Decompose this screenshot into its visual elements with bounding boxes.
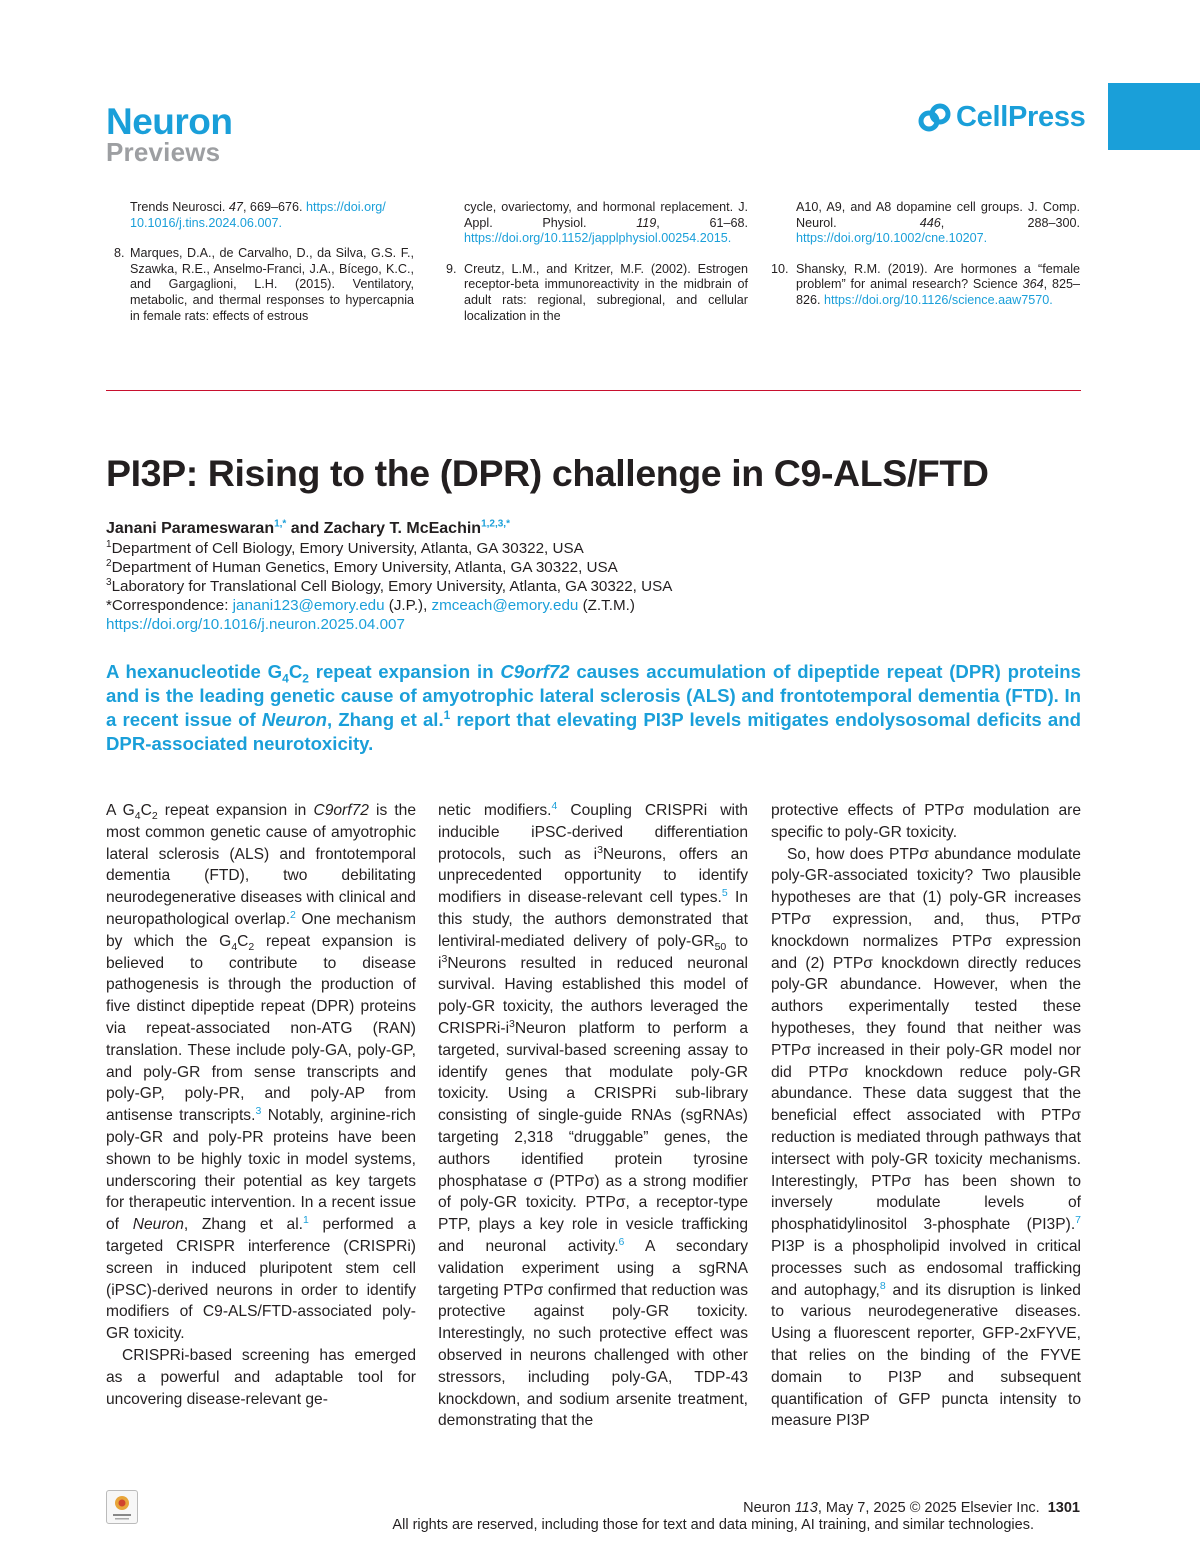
reference-doi-link[interactable]: https://doi.org/10.1152/japplphysiol.00254.2015. bbox=[464, 231, 732, 246]
check-updates-icon bbox=[107, 1491, 137, 1523]
body-paragraph: So, how does PTPσ abundance modulate poly-GR-associated toxicity? Two plausible hypotheses are that (1) poly-GR increases PTPσ expression, and, thus, PTPσ knockdown normalizes PTPσ expression and (2) PTPσ knockdown directly reduces poly-GR abundance. However, when the authors experimentally tested these hypotheses, they found that neither was PTPσ increased in their poly-GR model nor did PTPσ knockdown reduce poly-GR abundance. These data suggest that the beneficial effect associated with PTPσ reduction is mediated through pathways that intersect with poly-GR toxicity mechanisms. Interestingly, PTPσ has been shown to inversely modulate levels of phosphatidylinositol 3-phosphate (PI3P).$^7$ PI3P is a phospholipid involved in critical processes such as endosomal trafficking and autophagy,$^8$ and its disruption is linked to various neurodegenerative diseases. Using a fluorescent reporter, GFP-2xFYVE, that relies on the binding of the FYVE domain to PI3P and subsequent quantification of GFP puncta intensity to measure PI3P bbox=[771, 845, 1081, 1430]
reference-item: A10, A9, and A8 dopamine cell groups. J. Comp. Neurol. 446, 288–300. https://doi.org/10.1002/cne.10207. bbox=[796, 200, 1080, 246]
article-doi-link[interactable]: https://doi.org/10.1016/j.neuron.2025.04.007 bbox=[106, 616, 405, 633]
affiliation-2: $^2$Department of Human Genetics, Emory University, Atlanta, GA 30322, USA bbox=[106, 557, 618, 576]
check-for-updates-badge[interactable] bbox=[106, 1490, 138, 1524]
cellpress-logo bbox=[918, 101, 1086, 134]
reference-item: Trends Neurosci. 47, 669–676. https://doi.org/ 10.1016/j.tins.2024.06.007. bbox=[130, 200, 386, 230]
citation-link[interactable]: 1 bbox=[303, 1213, 309, 1226]
citation-link[interactable]: 6 bbox=[618, 1235, 625, 1248]
page-number: 1301 bbox=[1047, 1500, 1080, 1516]
body-paragraph: A $G_4C_2$ repeat expansion in C9orf72 is the most common genetic cause of amyotrophic lateral sclerosis (ALS) and frontotemporal dementia (FTD), two debilitating neurodegenerative diseases with clinical and neuropathological overlap.$^2$ One mechanism by which the $G_4C_2$ repeat expansion is believed to contribute to disease pathogenesis is through the production of five distinct dipeptide repeat (DPR) proteins via repeat-associated non-ATG (RAN) translation. These include poly-GA, poly-GP, and poly-GR from sense transcripts and poly-GP, poly-PR, and poly-AP from antisense transcripts.$^3$ Notably, arginine-rich poly-GR and poly-PR proteins have been shown to be highly toxic in model systems, underscoring their potential as key targets for therapeutic intervention. In a recent issue of Neuron, Zhang et al.$^1$ performed a targeted CRISPR interference (CRISPRi) screen in induced pluripotent stem cell (iPSC)-derived neurons in order to identify modifiers of C9-ALS/FTD-associated poly-GR toxicity. bbox=[106, 802, 416, 1343]
section-divider bbox=[106, 390, 1081, 391]
citation-link[interactable]: 2 bbox=[290, 908, 296, 921]
citation-link[interactable]: 7 bbox=[1075, 1213, 1081, 1226]
body-paragraph: protective effects of PTPσ modulation are specific to poly-GR toxicity. bbox=[771, 802, 1081, 841]
citation-link[interactable]: 3 bbox=[255, 1104, 262, 1117]
author-names: Janani Parameswaran$^{1,*}$ and Zachary T. McEachin$^{1,2,3,*}$ bbox=[106, 518, 510, 537]
reference-item: 8. Marques, D.A., de Carvalho, D., da Silva, G.S. F., Szawka, R.E., Anselmo-Franci, J.A., Bícego, K.C., and Gargaglioni, L.H. (2015). Ventilatory, metabolic, and thermal responses to hypercapnia in female rats: effects of estrous bbox=[114, 246, 414, 323]
article-summary: A hexanucleotide $G_4C_2$ repeat expansion in C9orf72 causes accumulation of dipeptide repeat (DPR) proteins and is the leading genetic cause of amyotrophic lateral sclerosis (ALS) and frontotemporal dementia (FTD). In a recent issue of Neuron, Zhang et al.$^1$ report that elevating PI3P levels mitigates endolysosomal deficits and DPR-associated neurotoxicity. bbox=[106, 661, 1081, 754]
reference-doi-link[interactable]: https://doi.org/10.1126/science.aaw7570. bbox=[824, 292, 1053, 307]
reference-doi-link[interactable]: https://doi.org/ 10.1016/j.tins.2024.06.007. bbox=[130, 200, 386, 230]
body-column-2 bbox=[438, 800, 748, 1432]
reference-doi-link[interactable]: https://doi.org/10.1002/cne.10207. bbox=[796, 231, 988, 246]
cellpress-mark-icon bbox=[918, 103, 952, 133]
citation-link[interactable]: 8 bbox=[879, 1279, 886, 1292]
body-paragraph: netic modifiers.$^4$ Coupling CRISPRi with inducible iPSC-derived differentiation protocols, such as $i^3Neurons$, offers an unprecedented opportunity to identify modifiers in disease-relevant cell types.$^5$ In this study, the authors demonstrated that lentiviral-mediated delivery of poly-$GR_{50}$ to $i^3Neurons$ resulted in reduced neuronal survival. Having established this model of poly-GR toxicity, the authors leveraged the CRISPRi-$i^3Neuron$ platform to perform a targeted, survival-based screening assay to identify genes that modulate poly-GR toxicity. Using a CRISPRi sub-library consisting of single-guide RNAs (sgRNAs) targeting 2,318 “druggable” genes, the authors identified protein tyrosine phosphatase σ (PTPσ) as a strong modifier of poly-GR toxicity. PTPσ, a receptor-type PTP, plays a key role in vesicle trafficking and neuronal activity.$^6$ A secondary validation experiment using a sgRNA targeting PTPσ confirmed that reduction was protective against poly-GR toxicity. Interestingly, no such protective effect was observed in neurons challenged with other stressors, including poly-GA, TDP-43 knockdown, and sodium arsenite treatment, demonstrating that the bbox=[438, 799, 748, 1430]
affiliation-1: $^1$Department of Cell Biology, Emory University, Atlanta, GA 30322, USA bbox=[106, 538, 584, 557]
brand-previews: Previews bbox=[106, 137, 221, 167]
section-tab bbox=[1108, 83, 1200, 150]
author-block bbox=[106, 519, 672, 634]
email-link-1[interactable]: janani123@emory.edu bbox=[232, 597, 385, 614]
footer-rights: All rights are reserved, including those for text and data mining, AI training, and similar technologies. bbox=[392, 1517, 1034, 1533]
body-column-3 bbox=[771, 800, 1081, 1432]
reference-item: 9. Creutz, L.M., and Kritzer, M.F. (2002). Estrogen receptor-beta immunoreactivity in the midbrain of adult rats: regional, subregional, and cellular localization in the bbox=[446, 261, 748, 323]
reference-item: 10. Shansky, R.M. (2019). Are hormones a “female problem” for animal research? Science 364, 825–826. https://doi.org/10.1126/science.aaw7570. bbox=[771, 261, 1081, 307]
brand-neuron: Neuron bbox=[106, 101, 233, 142]
citation-link[interactable]: 4 bbox=[551, 799, 558, 812]
email-link-2[interactable]: zmceach@emory.edu bbox=[431, 597, 579, 614]
journal-brand bbox=[106, 101, 233, 167]
correspondence: *Correspondence: janani123@emory.edu (J.P.), zmceach@emory.edu (Z.T.M.) bbox=[106, 597, 635, 614]
body-paragraph: CRISPRi-based screening has emerged as a powerful and adaptable tool for uncovering disease-relevant ge- bbox=[106, 1346, 416, 1408]
body-column-1 bbox=[106, 800, 416, 1410]
citation-link[interactable]: 5 bbox=[721, 887, 728, 899]
reference-item: cycle, ovariectomy, and hormonal replacement. J. Appl. Physiol. 119, 61–68. https://doi.org/10.1152/japplphysiol.00254.2015. bbox=[464, 200, 748, 246]
references-column-2 bbox=[446, 200, 748, 324]
references-column-1 bbox=[114, 200, 414, 324]
footer-citation: Neuron 113, May 7, 2025 © 2025 Elsevier Inc. 1301 bbox=[743, 1500, 1080, 1516]
article-title: PI3P: Rising to the (DPR) challenge in C9-ALS/FTD bbox=[106, 452, 989, 494]
publisher-name: CellPress bbox=[956, 101, 1086, 133]
affiliation-3: $^3$Laboratory for Translational Cell Biology, Emory University, Atlanta, GA 30322, USA bbox=[106, 576, 673, 595]
references-column-3 bbox=[771, 200, 1081, 309]
